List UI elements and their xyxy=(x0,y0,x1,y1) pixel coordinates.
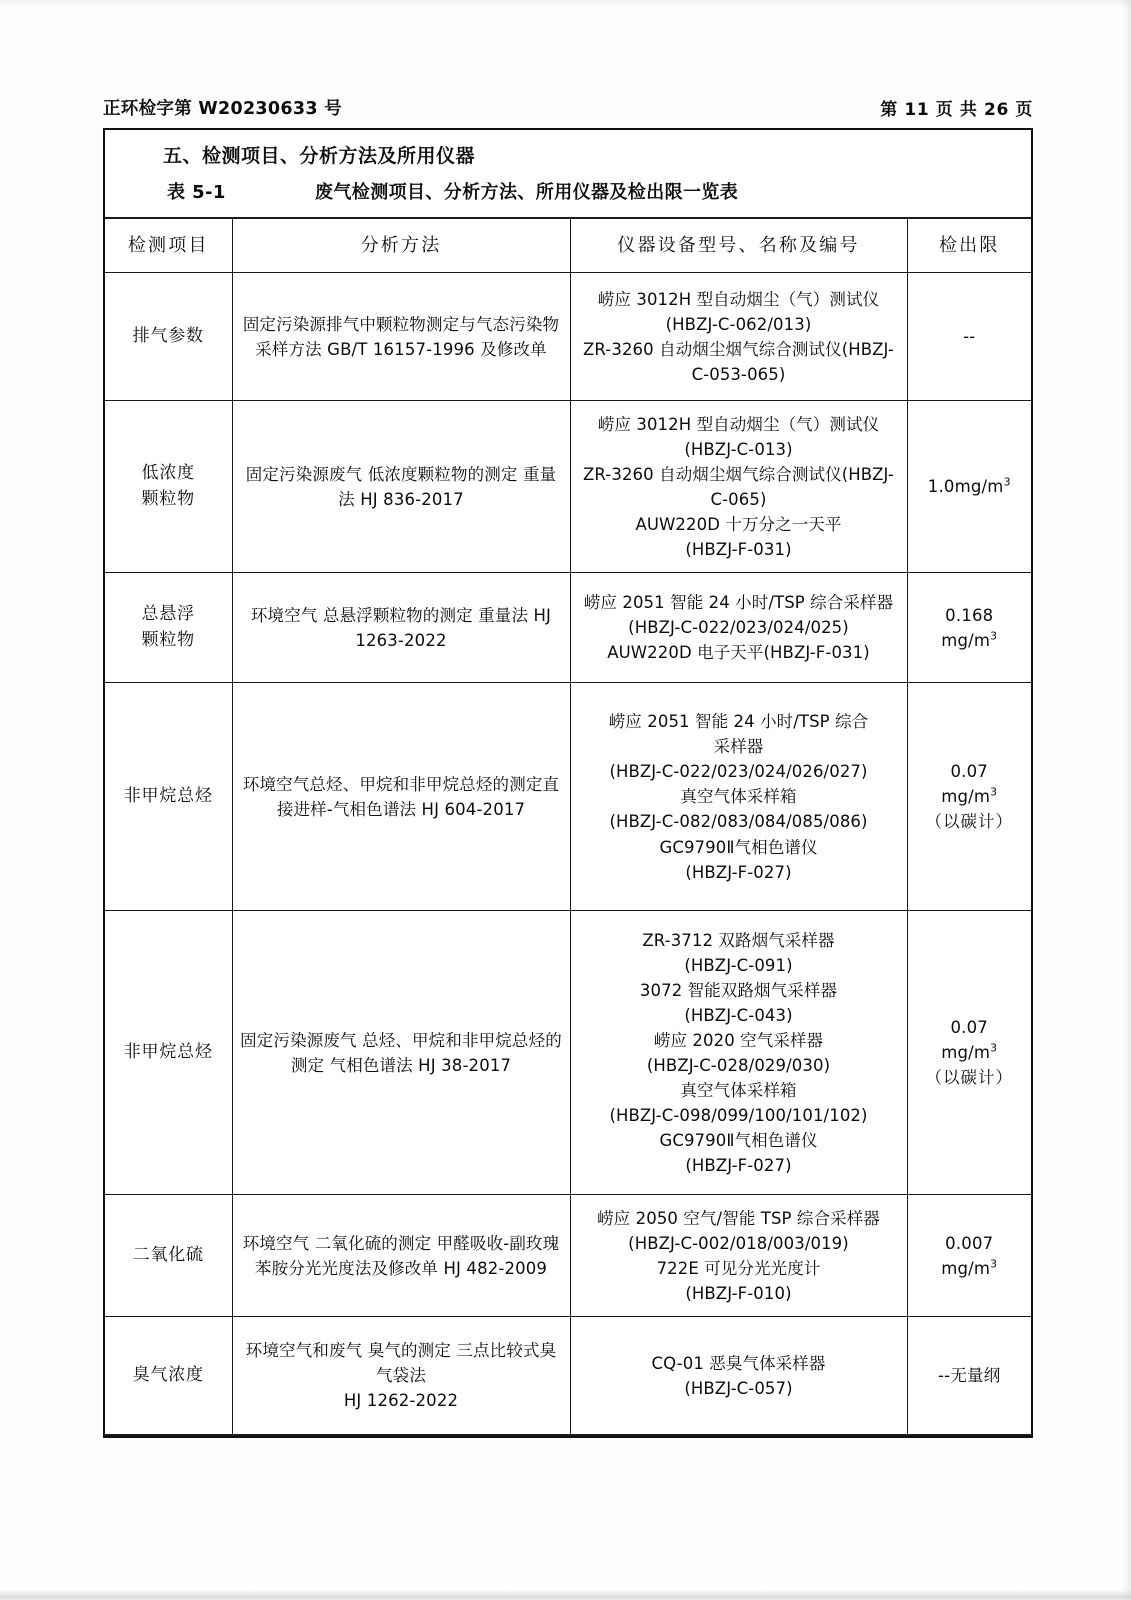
cell-detection-item: 非甲烷总烃 xyxy=(105,911,232,1195)
cell-detection-item: 二氧化硫 xyxy=(105,1195,232,1317)
cell-analysis-method: 固定污染源废气 总烃、甲烷和非甲烷总烃的测定 气相色谱法 HJ 38-2017 xyxy=(232,911,570,1195)
running-header xyxy=(103,92,1033,120)
cell-instrument: 崂应 2051 智能 24 小时/TSP 综合采样器(HBZJ-C-022/023/024/025) AUW220D 电子天平(HBZJ-F-031) xyxy=(570,573,907,683)
scan-edge-top xyxy=(0,0,1131,8)
document-number: 正环检字第 W20230633 号 xyxy=(103,99,342,119)
cell-detection-item: 低浓度 颗粒物 xyxy=(105,401,232,573)
detection-limit-value: 1.0mg/m xyxy=(927,477,1004,497)
table-header-row xyxy=(105,218,1031,273)
cell-detection-limit xyxy=(907,683,1031,911)
detection-limit-exponent: 3 xyxy=(1003,475,1011,489)
cell-analysis-method: 环境空气总烃、甲烷和非甲烷总烃的测定直接进样-气相色谱法 HJ 604-2017 xyxy=(232,683,570,911)
detection-limit-unit: mg/m xyxy=(941,630,991,650)
cell-analysis-method: 固定污染源废气 低浓度颗粒物的测定 重量法 HJ 836-2017 xyxy=(232,401,570,573)
table-row xyxy=(105,683,1031,911)
cell-detection-limit xyxy=(907,273,1031,401)
cell-detection-limit xyxy=(907,1317,1031,1435)
content-frame xyxy=(103,128,1033,1438)
detection-limit-value: 0.07 xyxy=(950,1018,989,1038)
col-header-item: 检测项目 xyxy=(105,218,232,273)
detection-limit-value: 0.007 xyxy=(945,1233,994,1253)
table-row xyxy=(105,911,1031,1195)
page-number: 第 11 页 共 26 页 xyxy=(880,100,1033,120)
detection-limit-unit: mg/m xyxy=(941,1258,991,1278)
col-header-method: 分析方法 xyxy=(232,218,570,273)
detection-limit-note: （以碳计） xyxy=(925,1068,1013,1088)
scan-edge-bottom xyxy=(0,1590,1131,1600)
table-caption-text: 废气检测项目、分析方法、所用仪器及检出限一览表 xyxy=(315,181,739,203)
cell-detection-item: 非甲烷总烃 xyxy=(105,683,232,911)
cell-instrument: 崂应 3012H 型自动烟尘（气）测试仪(HBZJ-C-062/013) ZR-3260 自动烟尘烟气综合测试仪(HBZJ-C-053-065) xyxy=(570,273,907,401)
table-row xyxy=(105,273,1031,401)
table-row xyxy=(105,401,1031,573)
col-header-limit: 检出限 xyxy=(907,218,1031,273)
cell-detection-limit xyxy=(907,1195,1031,1317)
cell-instrument: 崂应 2050 空气/智能 TSP 综合采样器(HBZJ-C-002/018/003/019) 722E 可见分光光度计 (HBZJ-F-010) xyxy=(570,1195,907,1317)
cell-detection-limit xyxy=(907,573,1031,683)
cell-detection-item: 总悬浮 颗粒物 xyxy=(105,573,232,683)
cell-detection-limit xyxy=(907,911,1031,1195)
detection-limit-value: -- xyxy=(963,327,976,347)
table-row xyxy=(105,1317,1031,1435)
cell-instrument: 崂应 2051 智能 24 小时/TSP 综合 采样器 (HBZJ-C-022/023/024/026/027) 真空气体采样箱 (HBZJ-C-082/083/084/085/086) GC9790Ⅱ气相色谱仪 (HBZJ-F-027) xyxy=(570,683,907,911)
cell-analysis-method: 环境空气 总悬浮颗粒物的测定 重量法 HJ 1263-2022 xyxy=(232,573,570,683)
section-heading: 五、检测项目、分析方法及所用仪器 xyxy=(163,145,476,167)
cell-analysis-method: 固定污染源排气中颗粒物测定与气态污染物采样方法 GB/T 16157-1996 及修改单 xyxy=(232,273,570,401)
cell-detection-item: 臭气浓度 xyxy=(105,1317,232,1435)
cell-instrument: ZR-3712 双路烟气采样器 (HBZJ-C-091) 3072 智能双路烟气采样器 (HBZJ-C-043) 崂应 2020 空气采样器 (HBZJ-C-028/029/030) 真空气体采样箱 (HBZJ-C-098/099/100/101/102) GC9790Ⅱ气相色谱仪 (HBZJ-F-027) xyxy=(570,911,907,1195)
detection-limit-value: 0.168 xyxy=(945,605,994,625)
detection-limit-unit: mg/m xyxy=(941,1043,991,1063)
table-body xyxy=(105,273,1031,1435)
detection-limit-exponent: 3 xyxy=(990,785,998,799)
detection-limit-exponent: 3 xyxy=(990,629,998,643)
cell-analysis-method: 环境空气和废气 臭气的测定 三点比较式臭气袋法 HJ 1262-2022 xyxy=(232,1317,570,1435)
detection-limit-exponent: 3 xyxy=(990,1257,998,1271)
cell-detection-limit xyxy=(907,401,1031,573)
methods-table xyxy=(105,217,1031,1436)
detection-limit-value: 0.07 xyxy=(950,762,989,782)
cell-instrument: 崂应 3012H 型自动烟尘（气）测试仪(HBZJ-C-013) ZR-3260 自动烟尘烟气综合测试仪(HBZJ-C-065) AUW220D 十万分之一天平 (HBZJ-F-031) xyxy=(570,401,907,573)
detection-limit-unit: mg/m xyxy=(941,787,991,807)
table-caption xyxy=(105,169,1031,217)
table-row xyxy=(105,1195,1031,1317)
cell-analysis-method: 环境空气 二氧化硫的测定 甲醛吸收-副玫瑰苯胺分光光度法及修改单 HJ 482-2009 xyxy=(232,1195,570,1317)
col-header-instrument: 仪器设备型号、名称及编号 xyxy=(570,218,907,273)
table-number: 表 5-1 xyxy=(167,181,226,203)
scan-edge-right xyxy=(1122,0,1131,1600)
detection-limit-value: --无量纲 xyxy=(938,1366,1001,1386)
cell-instrument: CQ-01 恶臭气体采样器 (HBZJ-C-057) xyxy=(570,1317,907,1435)
detection-limit-note: （以碳计） xyxy=(925,812,1013,832)
cell-detection-item: 排气参数 xyxy=(105,273,232,401)
detection-limit-exponent: 3 xyxy=(990,1041,998,1055)
table-row xyxy=(105,573,1031,683)
